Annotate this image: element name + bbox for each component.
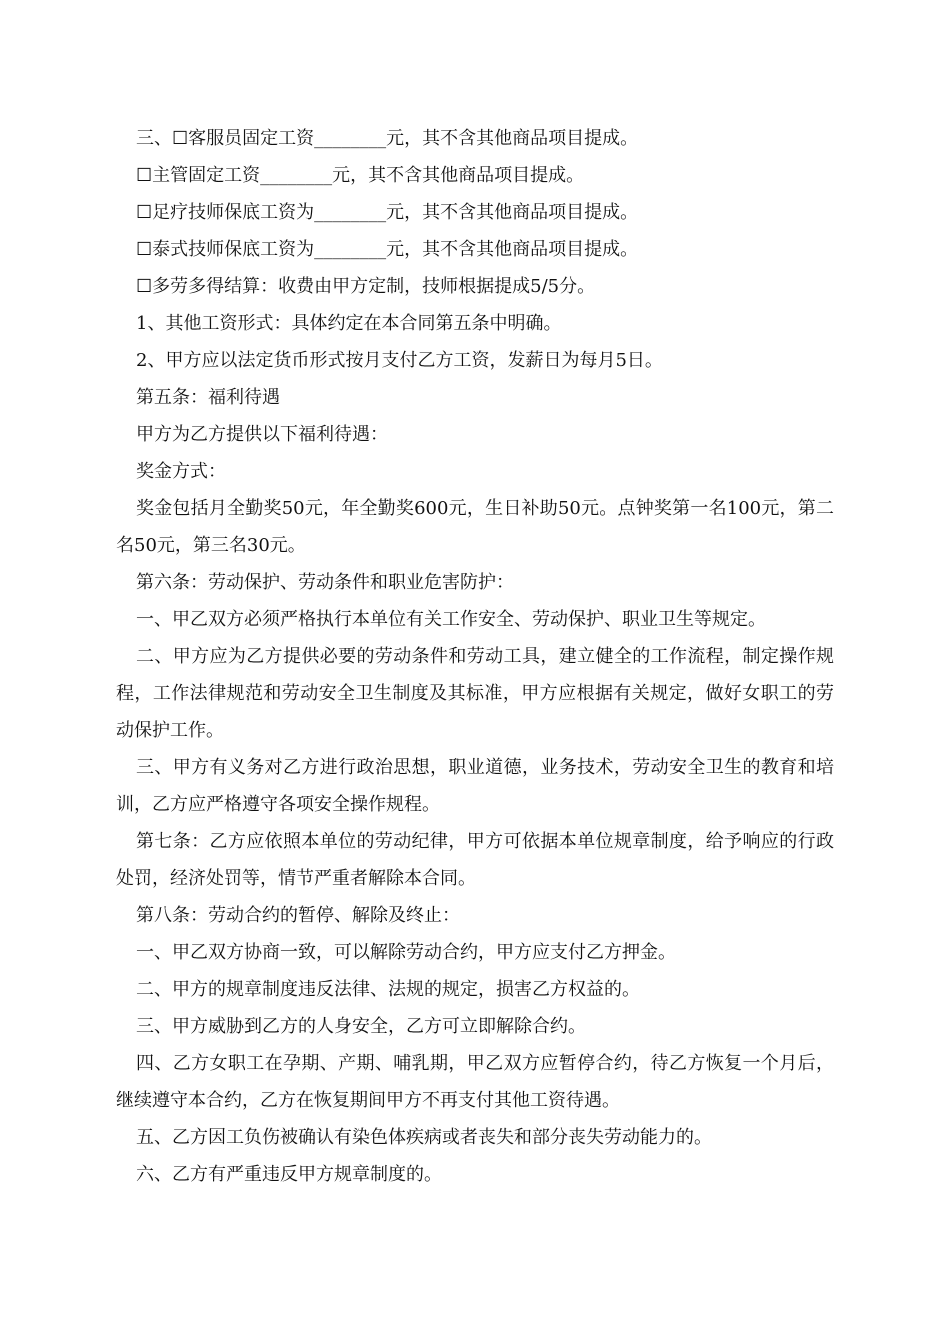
article-6-item-2: 二、甲方应为乙方提供必要的劳动条件和劳动工具，建立健全的工作流程，制定操作规程，工作法律规范和劳动安全卫生制度及其标准，甲方应根据有关规定，做好女职工的劳动保护工作。 (116, 646, 834, 741)
clause-customer-service-salary: 三、☐客服员固定工资________元，其不含其他商品项目提成。 (136, 128, 639, 149)
clause-thai-therapist-salary: ☐泰式技师保底工资为________元，其不含其他商品项目提成。 (136, 239, 639, 260)
clause-piece-rate: ☐多劳多得结算：收费由甲方定制，技师根据提成5/5分。 (136, 276, 596, 297)
clause-other-wage-forms: 1、其他工资形式：具体约定在本合同第五条中明确。 (136, 313, 562, 334)
article-6-item-1: 一、甲乙双方必须严格执行本单位有关工作安全、劳动保护、职业卫生等规定。 (136, 609, 766, 630)
article-8-item-4: 四、乙方女职工在孕期、产期、哺乳期，甲乙双方应暂停合约，待乙方恢复一个月后，继续遵守本合约，乙方在恢复期间甲方不再支付其他工资待遇。 (116, 1053, 834, 1111)
document-page (116, 120, 834, 1193)
clause-supervisor-salary: ☐主管固定工资________元，其不含其他商品项目提成。 (136, 165, 585, 186)
bonus-heading: 奖金方式： (136, 461, 226, 482)
article-5-heading: 第五条：福利待遇 (136, 387, 280, 408)
article-6-heading: 第六条：劳动保护、劳动条件和职业危害防护： (136, 572, 514, 593)
article-6-item-3: 三、甲方有义务对乙方进行政治思想，职业道德，业务技术，劳动安全卫生的教育和培训，乙方应严格遵守各项安全操作规程。 (116, 757, 834, 815)
article-8-heading: 第八条：劳动合约的暂停、解除及终止： (136, 905, 460, 926)
article-8-item-1: 一、甲乙双方协商一致，可以解除劳动合约，甲方应支付乙方押金。 (136, 942, 676, 963)
bonus-details: 奖金包括月全勤奖50元，年全勤奖600元，生日补助50元。点钟奖第一名100元，第二名50元，第三名30元。 (116, 498, 834, 556)
clause-payday: 2、甲方应以法定货币形式按月支付乙方工资，发薪日为每月5日。 (136, 350, 663, 371)
article-8-item-2: 二、甲方的规章制度违反法律、法规的规定，损害乙方权益的。 (136, 979, 640, 1000)
clause-foot-therapist-salary: ☐足疗技师保底工资为________元，其不含其他商品项目提成。 (136, 202, 639, 223)
article-8-item-3: 三、甲方威胁到乙方的人身安全，乙方可立即解除合约。 (136, 1016, 586, 1037)
benefits-intro: 甲方为乙方提供以下福利待遇： (136, 424, 388, 445)
article-8-item-6: 六、乙方有严重违反甲方规章制度的。 (136, 1164, 442, 1185)
article-8-item-5: 五、乙方因工负伤被确认有染色体疾病或者丧失和部分丧失劳动能力的。 (136, 1127, 712, 1148)
article-7: 第七条：乙方应依照本单位的劳动纪律，甲方可依据本单位规章制度，给予响应的行政处罚，经济处罚等，情节严重者解除本合同。 (116, 831, 834, 889)
